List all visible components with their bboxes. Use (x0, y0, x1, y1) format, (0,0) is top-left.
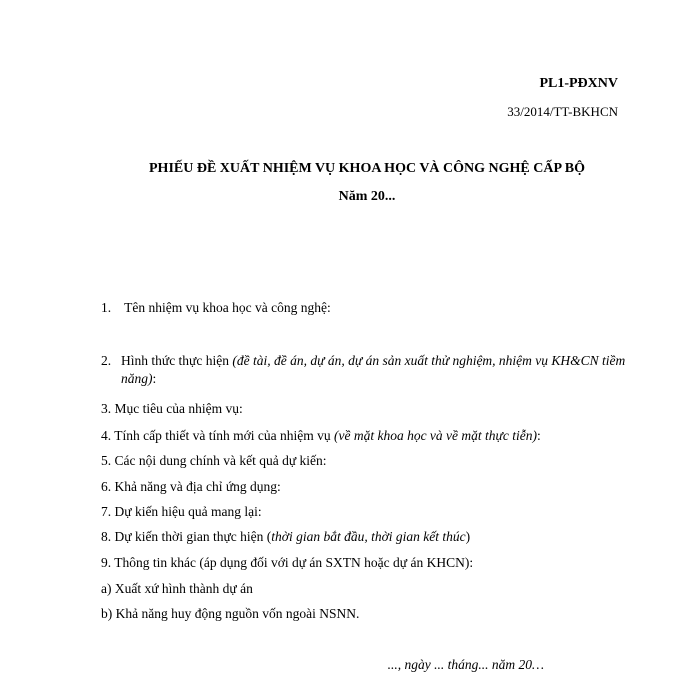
list-item-5 (101, 452, 327, 470)
list-item-2 (121, 352, 641, 388)
list-item-9 (101, 554, 473, 572)
item-text: 8. Dự kiến thời gian thực hiện ( (101, 529, 272, 544)
item-italic-text: (về mặt khoa học và về mặt thực tiễn) (333, 428, 538, 443)
item-number: 1. (101, 300, 112, 315)
item-text: a) Xuất xứ hình thành dự án (101, 581, 253, 596)
list-item-b (101, 605, 359, 623)
item-italic-text: thời gian bắt đầu, thời gian kết thúc (271, 529, 466, 544)
list-item-1 (101, 299, 331, 317)
item-text: 4. Tính cấp thiết và tính mới của nhiệm vụ (101, 428, 334, 443)
item-italic-text: (đề tài, đề án, dự án, dự án sản xuất thử nghiệm, nhiệm vụ KH&CN tiềm năng) (121, 353, 626, 386)
list-item-4 (101, 427, 541, 445)
item-text: 9. Thông tin khác (áp dụng đối với dự án SXTN hoặc dự án KHCN): (101, 555, 474, 570)
item-suffix: : (152, 371, 157, 386)
circular-number: 33/2014/TT-BKHCN (507, 104, 618, 119)
document-year: Năm 20... (338, 189, 396, 204)
item-suffix: ) (465, 529, 471, 544)
date-signature-line: ..., ngày ... tháng... năm 20… (387, 657, 544, 672)
list-item-7 (101, 503, 262, 521)
item-text: Tên nhiệm vụ khoa học và công nghệ: (124, 300, 331, 315)
item-text: b) Khả năng huy động nguồn vốn ngoài NSNN. (101, 606, 360, 621)
item-suffix: : (537, 428, 541, 443)
list-item-8 (101, 528, 470, 546)
list-item-3 (101, 400, 243, 418)
form-code: PL1-PĐXNV (539, 76, 618, 91)
item-text: 3. Mục tiêu của nhiệm vụ: (101, 401, 243, 416)
item-text: 7. Dự kiến hiệu quả mang lại: (101, 504, 262, 519)
item-text: 5. Các nội dung chính và kết quả dự kiến: (101, 453, 327, 468)
list-item-2-number: 2. (101, 353, 112, 368)
list-item-a (101, 580, 253, 598)
item-text: 6. Khả năng và địa chỉ ứng dụng: (101, 479, 281, 494)
document-title: PHIẾU ĐỀ XUẤT NHIỆM VỤ KHOA HỌC VÀ CÔNG NGHỆ CẤP BỘ (149, 161, 585, 176)
list-item-6 (101, 478, 281, 496)
item-text: Hình thức thực hiện (121, 353, 233, 368)
